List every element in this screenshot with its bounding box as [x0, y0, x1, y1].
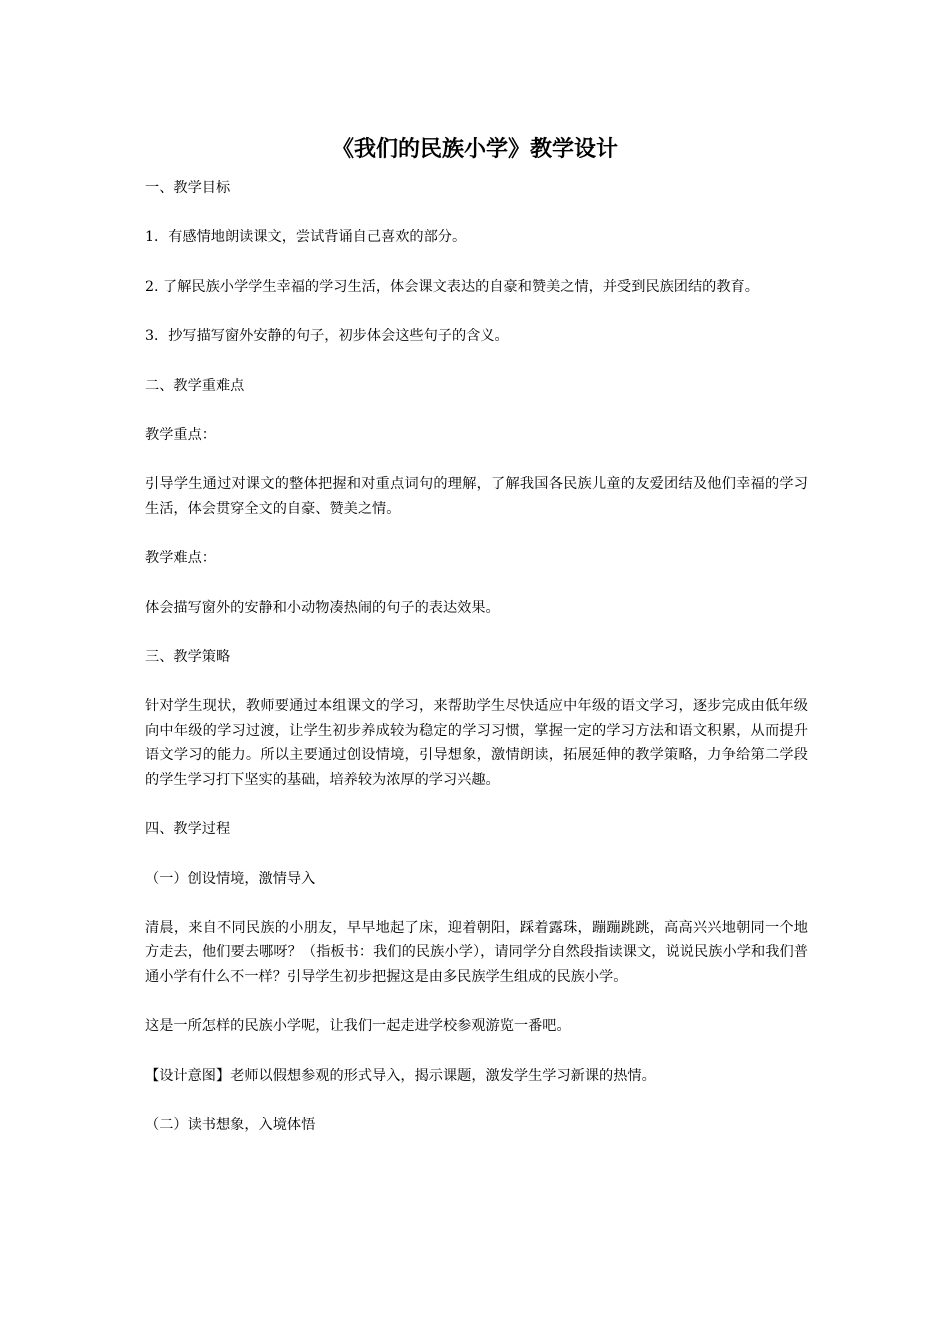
process-step-2-heading: （二）读书想象，入境体悟: [145, 1116, 316, 1133]
section-heading-key-points: 二、教学重难点: [145, 377, 245, 394]
process-step-1-transition: 这是一所怎样的民族小学呢，让我们一起走进学校参观游览一番吧。: [145, 1018, 571, 1035]
subheading-difficulty: 教学难点：: [145, 550, 216, 567]
section-heading-process: 四、教学过程: [145, 821, 231, 838]
key-point-text: 引导学生通过对课文的整体把握和对重点词句的理解，了解我国各民族儿童的友爱团结及他们幸福的学习生活，体会贯穿全文的自豪、赞美之情。: [145, 476, 808, 517]
document-title: 《我们的民族小学》教学设计: [331, 136, 618, 162]
difficulty-text: 体会描写窗外的安静和小动物凑热闹的句子的表达效果。: [145, 599, 500, 616]
section-heading-strategy: 三、教学策略: [145, 649, 231, 666]
subheading-key-point: 教学重点：: [145, 427, 216, 444]
process-step-1-text: 清晨，来自不同民族的小朋友，早早地起了床，迎着朝阳，踩着露珠，蹦蹦跳跳，高高兴兴地朝同一个地方走去，他们要去哪呀？（指板书：我们的民族小学），请同学分自然段指读课文，说说民族小学和我们普通小学有什么不一样？引导学生初步把握这是由多民族学生组成的民族小学。: [145, 919, 808, 985]
document-body: [145, 176, 808, 1137]
objective-item-2: 2. 了解民族小学学生幸福的学习生活，体会课文表达的自豪和赞美之情，并受到民族团结的教育。: [145, 278, 759, 295]
process-step-1-heading: （一）创设情境，激情导入: [145, 870, 316, 887]
design-intent-note: 【设计意图】老师以假想参观的形式导入，揭示课题，激发学生学习新课的热情。: [145, 1067, 656, 1084]
objective-item-3: 3．抄写描写窗外安静的句子，初步体会这些句子的含义。: [145, 328, 509, 345]
section-heading-objectives: 一、教学目标: [145, 180, 231, 196]
objective-item-1: 1．有感情地朗读课文，尝试背诵自己喜欢的部分。: [145, 229, 467, 246]
strategy-text: 针对学生现状，教师要通过本组课文的学习，来帮助学生尽快适应中年级的语文学习，逐步完成由低年级向中年级的学习过渡，让学生初步养成较为稳定的学习习惯，掌握一定的学习方法和语文积累，从而提升语文学习的能力。所以主要通过创设情境，引导想象，激情朗读，拓展延伸的教学策略，力争给第二学段的学生学习打下坚实的基础，培养较为浓厚的学习兴趣。: [145, 698, 808, 788]
